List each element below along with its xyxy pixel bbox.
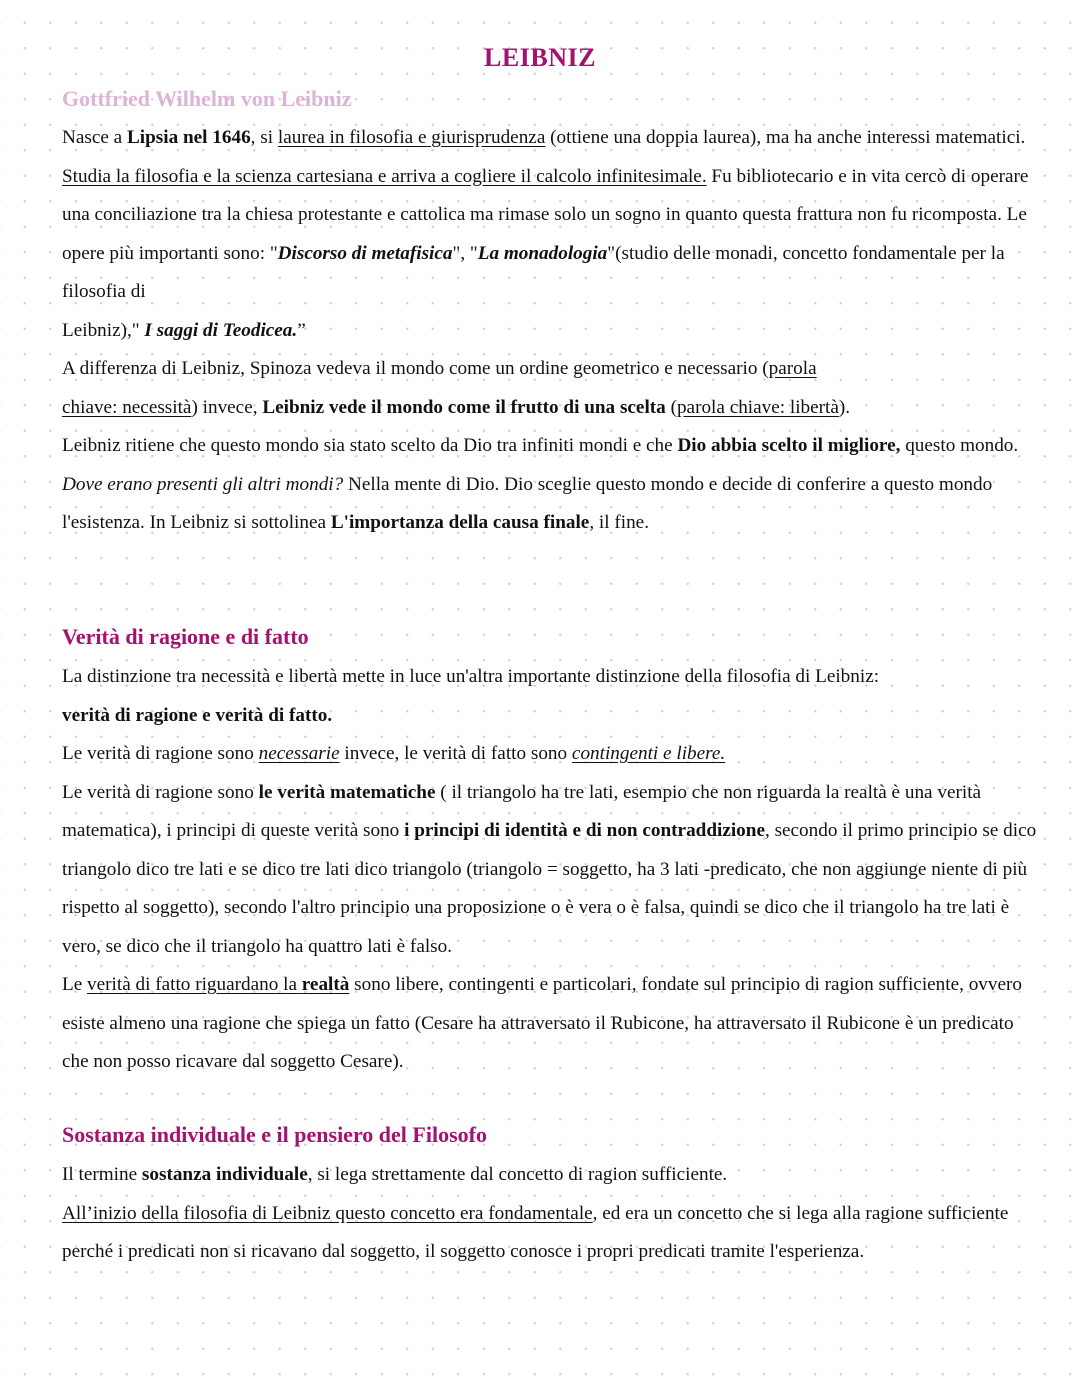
text-run: , ed era un concetto che si lega alla ragione sufficiente perché i predicati non si ricavano dal soggetto, il soggetto conosce i propri predicati tramite l'esperienza. xyxy=(62,1202,1009,1262)
text-run: Le xyxy=(62,974,88,995)
text-run: sono libere, contingenti e particolari, fondate sul principio di ragion sufficiente, ovvero esiste almeno una ragione che spiega un fatto (Cesare ha attraversato il Rubicone, ha attraversato il Rubicone è un predicato che non posso ricavare dal soggetto Cesare). xyxy=(62,974,1022,1072)
verita-paragraph-intro xyxy=(62,658,1037,735)
bold-text: L'importanza della causa finale xyxy=(330,512,590,533)
work-title-monadologia: La monadologia xyxy=(477,242,608,264)
sostanza-paragraph-origin xyxy=(62,1195,1037,1272)
text-run: ", " xyxy=(452,242,478,264)
verita-paragraph-definitions xyxy=(62,735,1037,774)
section-heading-sostanza: Sostanza individuale e il pensiero del Filosofo xyxy=(62,1122,487,1147)
intro-section xyxy=(62,119,1037,543)
underlined-text: laurea in filosofia e giurisprudenza xyxy=(277,127,546,148)
intro-paragraph-other-worlds xyxy=(62,466,1037,543)
underlined-text: Studia la filosofia e la scienza cartesiana e arriva a cogliere il calcolo infinitesimale. xyxy=(62,165,707,187)
text-run: Le verità di ragione sono xyxy=(62,743,259,764)
intro-paragraph-bio xyxy=(62,119,1037,350)
text-run: ( il triangolo ha tre lati, esempio che non riguarda la realtà è una verità matematica), i principi di queste verità sono xyxy=(62,781,982,841)
text-run: Nasce a xyxy=(62,127,127,148)
underlined-text: All’inizio della filosofia di Leibniz questo concetto era fondamentale xyxy=(62,1202,593,1224)
page-subtitle: Gottfried Wilhelm von Leibniz xyxy=(62,86,352,111)
text-run: verità di fatto riguardano la xyxy=(87,974,302,995)
text-run: Leibniz ritiene che questo mondo sia stato scelto da Dio tra infiniti mondi e che xyxy=(62,435,678,456)
underlined-text: chiave: necessità xyxy=(62,396,192,418)
text-run: ) invece, xyxy=(191,396,263,418)
text-run: Le verità di ragione sono xyxy=(62,781,259,803)
text-run: ( xyxy=(665,396,677,418)
bold-text: Dio abbia scelto il migliore, xyxy=(677,435,901,456)
text-run: , si lega strettamente dal concetto di ragion sufficiente. xyxy=(307,1164,728,1185)
text-run: "(studio delle monadi, concetto fondamentale per la filosofia di xyxy=(62,242,1005,302)
underlined-text: parola xyxy=(768,358,817,379)
text-run: A differenza di Leibniz, Spinoza vedeva il mondo come un ordine geometrico e necessario ( xyxy=(62,358,769,379)
page-title: LEIBNIZ xyxy=(484,43,596,72)
text-run: ” xyxy=(297,319,306,341)
text-run: questo mondo. xyxy=(900,435,1019,456)
work-title-teodicea: I saggi di Teodicea. xyxy=(144,319,298,341)
text-run: Nella mente di Dio. Dio sceglie questo mondo e decide di conferire a questo mondo l'esistenza. In Leibniz si sottolinea xyxy=(62,473,993,533)
bold-text: Lipsia nel 1646 xyxy=(126,127,251,148)
text-run: La distinzione tra necessità e libertà mette in luce un'altra importante distinzione della filosofia di Leibniz: xyxy=(62,666,880,687)
bold-text: verità di ragione e verità di fatto. xyxy=(62,704,333,726)
text-run: Leibniz)," xyxy=(62,319,145,341)
section-verita xyxy=(62,658,1037,1082)
text-run: , si xyxy=(250,127,278,148)
work-title-discorso: Discorso di metafisica xyxy=(277,242,453,264)
text-run: invece, le verità di fatto sono xyxy=(339,743,572,764)
sostanza-paragraph-term xyxy=(62,1156,1037,1195)
underlined-italic-text: necessarie xyxy=(258,743,340,764)
bold-text: i principi di identità e di non contraddizione xyxy=(404,820,765,841)
bold-text: Leibniz vede il mondo come il frutto di una scelta xyxy=(262,396,666,418)
bold-text: realtà xyxy=(301,974,350,995)
intro-paragraph-best-world xyxy=(62,427,1037,466)
bold-text: sostanza individuale xyxy=(141,1164,308,1185)
verita-paragraph-ragione xyxy=(62,774,1037,967)
text-run: , il fine. xyxy=(589,512,649,533)
bold-text: le verità matematiche xyxy=(258,781,436,803)
section-heading-verita: Verità di ragione e di fatto xyxy=(62,624,309,649)
italic-question: Dove erano presenti gli altri mondi? xyxy=(62,473,344,495)
text-run: (ottiene una doppia laurea), ma ha anche interessi matematici. xyxy=(545,127,1026,148)
text-run: ). xyxy=(838,396,851,418)
text-run: Il termine xyxy=(62,1164,142,1185)
underlined-text: parola chiave: libertà xyxy=(676,396,839,418)
underlined-italic-text: contingenti e libere. xyxy=(571,743,726,764)
section-sostanza xyxy=(62,1156,1037,1272)
text-run: Fu bibliotecario e in vita cercò di operare una conciliazione tra la chiesa protestante e cattolica ma rimase solo un sogno in quanto questa frattura non fu ricomposta. Le opere più importanti sono: " xyxy=(62,165,1029,264)
verita-paragraph-fatto xyxy=(62,966,1037,1082)
underlined-text xyxy=(87,974,349,995)
text-run: , secondo il primo principio se dico triangolo dico tre lati e se dico tre lati dico triangolo (triangolo = soggetto, ha 3 lati -predicato, che non aggiunge niente di più rispetto al soggetto), secondo l'altro principio una proposizione o è vera o è falsa, quindi se dico che il triangolo ha tre lati è vero, se dico che il triangolo ha quattro lati è falso. xyxy=(62,820,1037,957)
intro-paragraph-spinoza xyxy=(62,350,1037,427)
